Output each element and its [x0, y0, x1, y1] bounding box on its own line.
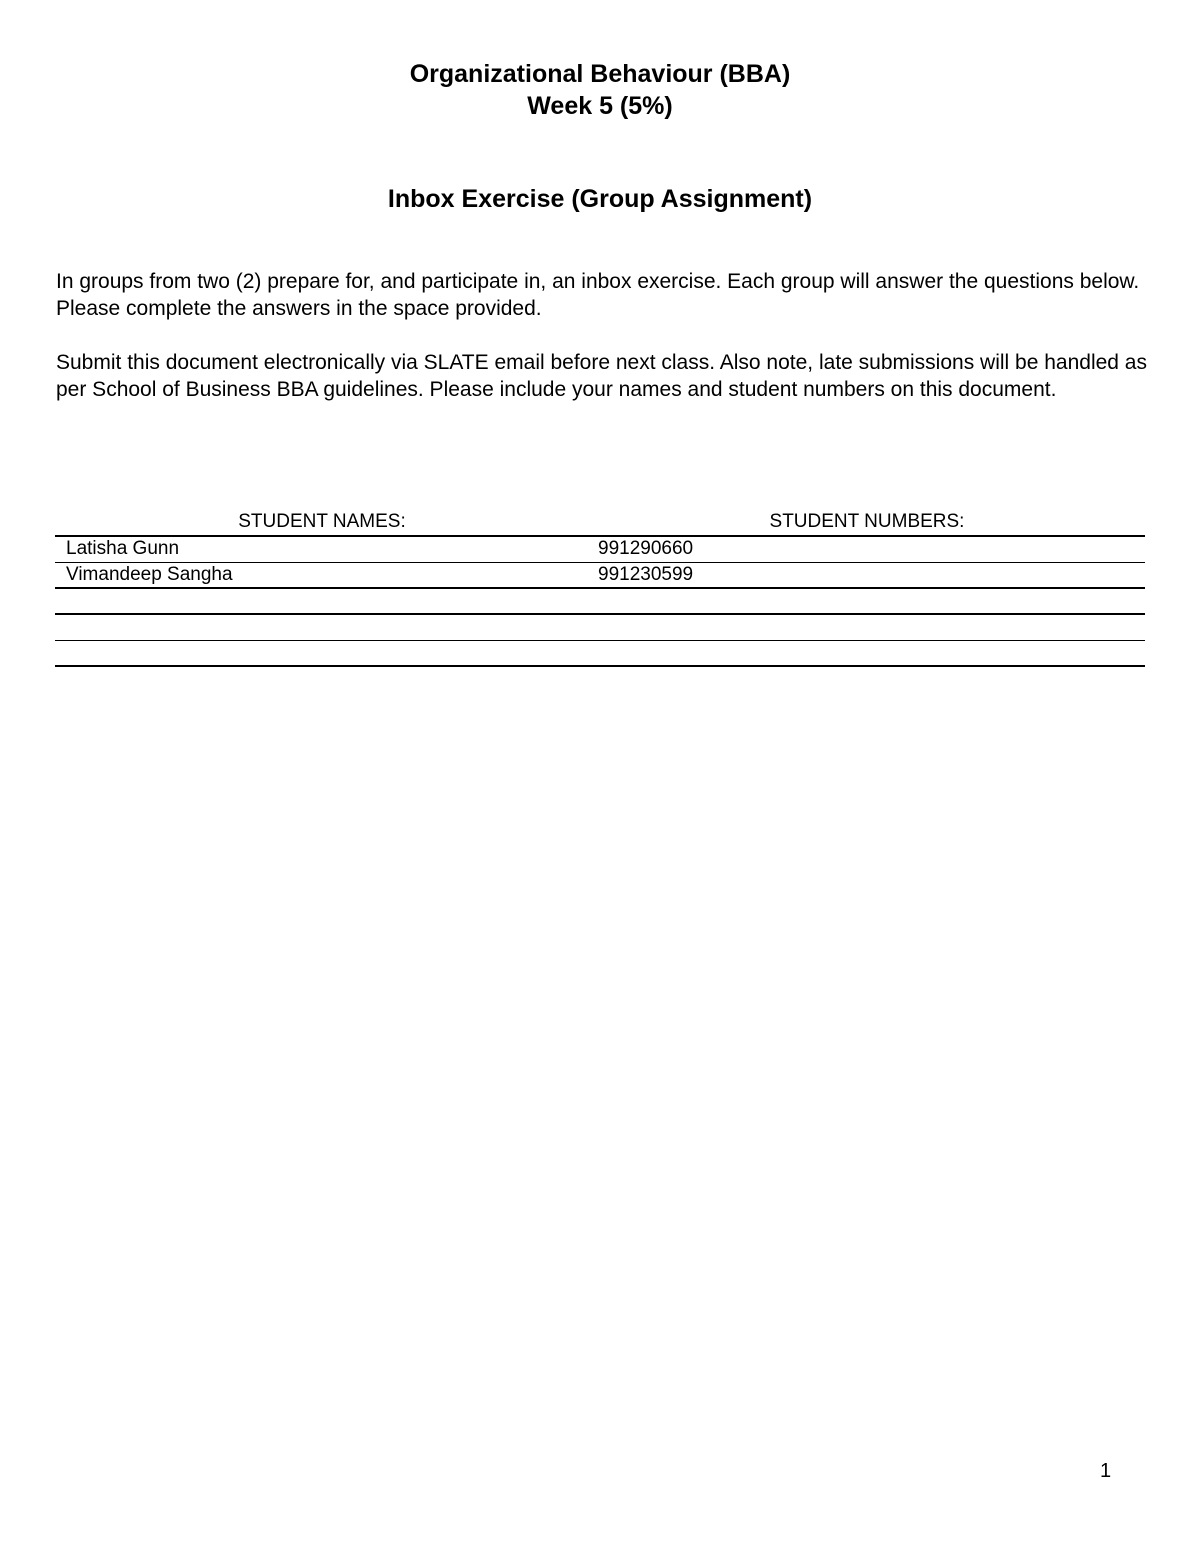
roster-header-row [55, 509, 1145, 537]
student-number-cell: 991230599 [598, 564, 694, 585]
student-name-cell: Vimandeep Sangha [66, 564, 233, 585]
roster-row [55, 589, 1145, 615]
roster-row [55, 537, 1145, 563]
student-number-cell [598, 589, 1145, 613]
student-numbers-header: STUDENT NUMBERS: [769, 511, 965, 532]
student-name-cell [55, 641, 598, 665]
student-name-cell: Latisha Gunn [66, 538, 180, 559]
instructions-paragraph-1: In groups from two (2) prepare for, and participate in, an inbox exercise. Each group will answer the questions below. Please complete the answers in the space provided. [56, 270, 1140, 320]
course-title: Organizational Behaviour (BBA) [409, 60, 791, 88]
student-names-header: STUDENT NAMES: [238, 511, 406, 532]
roster-row [55, 641, 1145, 667]
student-name-cell [55, 589, 598, 613]
student-roster-table [55, 509, 1145, 667]
student-name-cell [55, 615, 598, 640]
page-number: 1 [1100, 1460, 1112, 1482]
assignment-title: Inbox Exercise (Group Assignment) [387, 185, 813, 213]
roster-row [55, 563, 1145, 589]
student-number-cell [598, 615, 1145, 640]
student-number-cell [598, 641, 1145, 665]
roster-row [55, 615, 1145, 641]
student-number-cell: 991290660 [598, 538, 694, 559]
instructions-paragraph-2: Submit this document electronically via SLATE email before next class. Also note, late submissions will be handled as per School of Business BBA guidelines. Please include your names and student numbers on this document. [56, 351, 1147, 401]
week-label: Week 5 (5%) [527, 92, 673, 120]
